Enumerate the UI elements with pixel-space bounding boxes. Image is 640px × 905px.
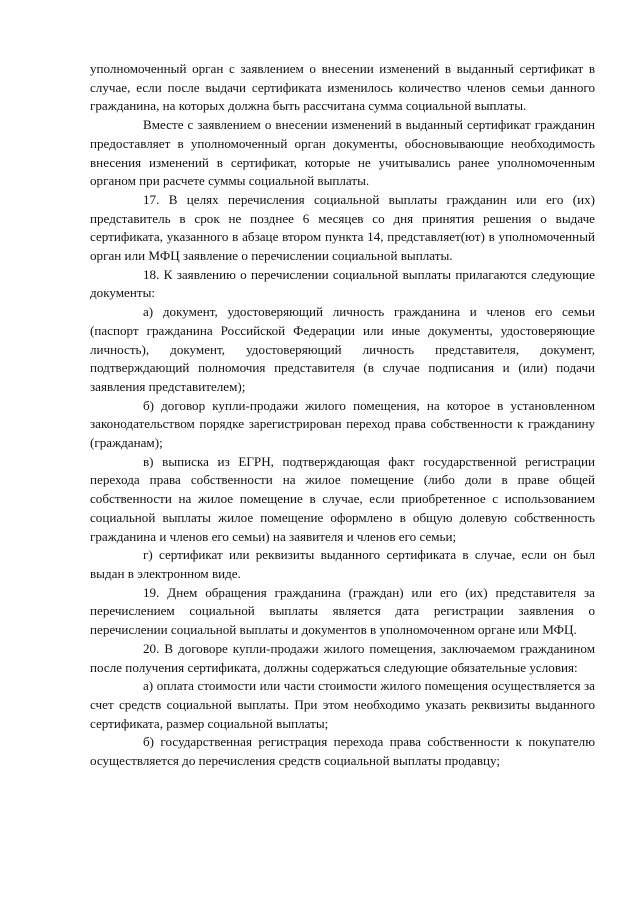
paragraph-item-20: 20. В договоре купли-продажи жилого помещения, заключаемом гражданином после получения сертификата, должны содержаться следующие обязательные условия: [90,640,595,675]
paragraph-item-18-g: г) сертификат или реквизиты выданного сертификата в случае, если он был выдан в электронном виде. [90,547,595,581]
paragraph-continuation: уполномоченный орган с заявлением о внесении изменений в выданный сертификат в случае, если после выдачи сертификата изменилось количество членов семьи данного гражданина, на которых должна быть рассчитана сумма социальной выплаты. [90,61,595,114]
document-body [90,60,595,771]
paragraph-amendment-documents: Вместе с заявлением о внесении изменений в выданный сертификат гражданин предоставляет в уполномоченный орган документы, обосновывающие необходимость внесения изменений в сертификат, которые не учитывались ранее уполномоченным органом при расчете суммы социальной выплаты. [90,117,595,189]
paragraph-item-18-v: в) выписка из ЕГРН, подтверждающая факт государственной регистрации перехода права собственности на жилое помещение (либо доли в праве общей собственности на жилое помещение в случае, если приобретенное с использованием социальной выплаты жилое помещение оформлено в общую долевую собственность гражданина и членов его семьи) на заявителя и членов его семьи; [90,453,595,544]
paragraph-item-20-a: а) оплата стоимости или части стоимости жилого помещения осуществляется за счет средств социальной выплаты. При этом необходимо указать реквизиты выданного сертификата, размер социальной выплаты; [90,678,595,731]
paragraph-item-18-a: а) документ, удостоверяющий личность гражданина и членов его семьи (паспорт гражданина Российской Федерации или иные документы, удостоверяющие личность), документ, удостоверяющий личность представителя, документ, подтверждающий полномочия представителя (в случае подписания и (или) подачи заявления представителем); [90,304,595,394]
paragraph-item-19: 19. Днем обращения гражданина (граждан) или его (их) представителя за перечислением социальной выплаты является дата регистрации заявления о перечислении социальной выплаты и документов в уполномоченном органе или МФЦ. [90,584,595,638]
paragraph-item-20-b: б) государственная регистрация перехода права собственности к покупателю осуществляется до перечисления средств социальной выплаты продавцу; [90,734,595,769]
paragraph-item-18-b: б) договор купли-продажи жилого помещения, на которое в установленном законодательством порядке зарегистрирован переход права собственности к гражданину (гражданам); [90,397,595,451]
paragraph-item-17: 17. В целях перечисления социальной выплаты гражданин или его (их) представитель в срок не позднее 6 месяцев со дня принятия решения о выдаче сертификата, указанного в абзаце втором пункта 14, представляет(ют) в уполномоченный орган или МФЦ заявление о перечислении социальной выплаты. [90,191,595,264]
paragraph-item-18: 18. К заявлению о перечислении социальной выплаты прилагаются следующие документы: [90,266,595,301]
